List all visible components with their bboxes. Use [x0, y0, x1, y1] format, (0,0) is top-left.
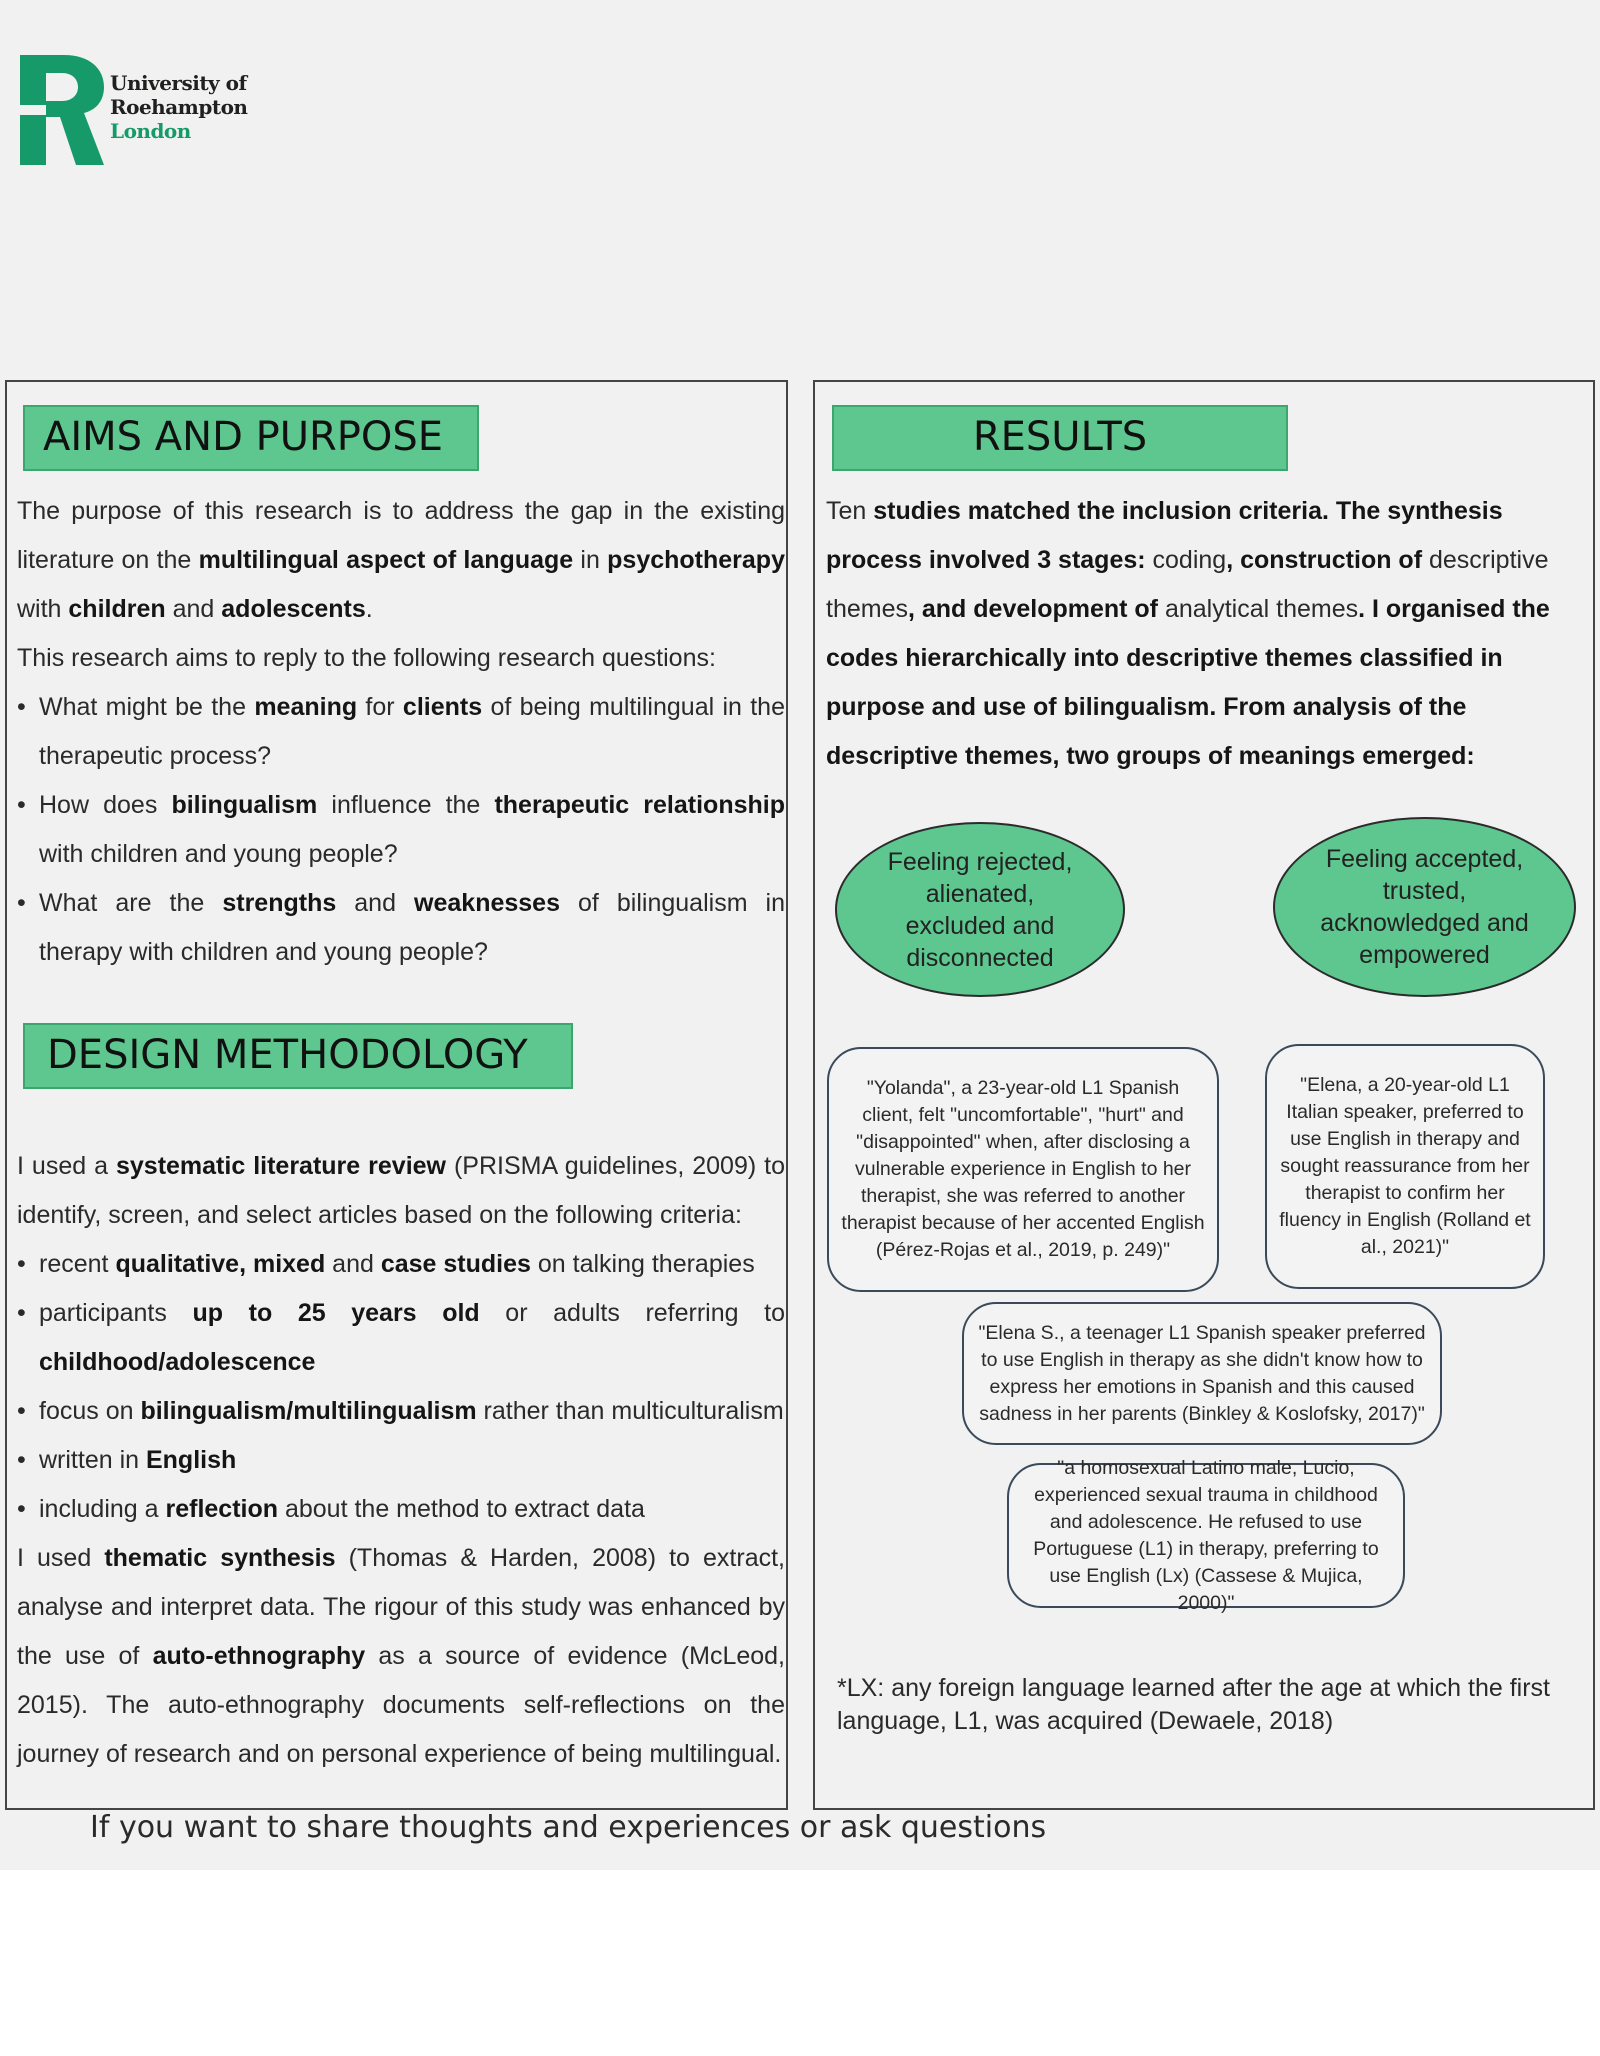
theme-negative-ellipse	[835, 822, 1125, 997]
emphasis: bilingualism	[171, 791, 318, 819]
quote-elena-s-text: "Elena S., a teenager L1 Spanish speaker preferred to use English in therapy as she didn't know how to express her emotions in Spanish and this caused sadness in her parents (Binkley & Koslofsky, 2017)"	[978, 1321, 1426, 1425]
emphasis: qualitative, mixed	[115, 1250, 326, 1278]
results-paragraph: Ten studies matched the inclusion criteria. The synthesis process involved 3 stages: coding, construction of descriptive themes, and development of analytical themes. I organised the codes hierarchically into descriptive themes classified in purpose and use of bilingualism. From analysis of the descriptive themes, two groups of meanings emerged:	[826, 497, 1550, 770]
emphasis: therapeutic relationship	[494, 791, 785, 819]
research-question-3: • What are the strengths and weaknesses of bilingualism in therapy with children and young people?	[17, 879, 785, 977]
right-panel	[813, 380, 1595, 1810]
emphasis: . I organised the codes hierarchically into descriptive themes classified in purpose and use of bilingualism. From analysis of the descriptive themes, two groups of meanings emerged:	[826, 595, 1550, 770]
emphasis: strengths	[222, 889, 337, 917]
emphasis: systematic literature review	[115, 1152, 446, 1180]
emphasis: case studies	[380, 1250, 531, 1278]
university-logo	[20, 55, 260, 170]
theme-positive-ellipse	[1273, 817, 1576, 997]
criterion-4: • written in English	[17, 1436, 785, 1485]
quote-elena-s	[962, 1302, 1442, 1445]
emphasis: up to 25 years old	[192, 1299, 480, 1327]
quote-yolanda	[827, 1047, 1219, 1292]
aims-heading: AIMS AND PURPOSE	[23, 405, 479, 471]
lx-footnote: *LX: any foreign language learned after the age at which the first language, L1, was acquired (Dewaele, 2018)	[837, 1674, 1550, 1735]
quote-elena	[1265, 1044, 1545, 1289]
aims-body	[17, 487, 785, 977]
share-invitation: If you want to share thoughts and experiences or ask questions	[90, 1810, 1047, 1845]
emphasis: adolescents	[221, 595, 366, 623]
results-heading: RESULTS	[832, 405, 1288, 471]
emphasis: thematic synthesis	[104, 1544, 336, 1572]
criterion-1: • recent qualitative, mixed and case studies on talking therapies	[17, 1240, 785, 1289]
emphasis: reflection	[165, 1495, 279, 1523]
design-paragraph-1: I used a systematic literature review (PRISMA guidelines, 2009) to identify, screen, and select articles based on the following criteria:	[17, 1152, 785, 1229]
emphasis: , construction of	[1226, 546, 1429, 574]
emphasis: childhood/adolescence	[39, 1348, 316, 1376]
design-heading: DESIGN METHODOLOGY	[23, 1023, 573, 1089]
logo-line-3: London	[110, 119, 191, 143]
criterion-2: • participants up to 25 years old or adults referring to childhood/adolescence	[17, 1289, 785, 1387]
research-question-1: • What might be the meaning for clients of being multilingual in the therapeutic process?	[17, 683, 785, 781]
quote-elena-text: "Elena, a 20-year-old L1 Italian speaker, preferred to use English in therapy and sought reassurance from her therapist to confirm her fluency in English (Rolland et al., 2021)"	[1279, 1074, 1531, 1258]
emphasis: meaning	[254, 693, 358, 721]
design-body	[17, 1142, 785, 1779]
emphasis: auto-ethnography	[152, 1642, 366, 1670]
emphasis: studies matched the inclusion criteria. The synthesis process involved 3 stages:	[826, 497, 1503, 574]
research-question-2: • How does bilingualism influence the therapeutic relationship with children and young people?	[17, 781, 785, 879]
criterion-5: • including a reflection about the method to extract data	[17, 1485, 785, 1534]
quote-lucio-text: "a homosexual Latino male, Lucio, experienced sexual trauma in childhood and adolescence. He refused to use Portuguese (L1) in therapy, preferring to use English (Lx) (Cassese & Mujica, 2000)"	[1033, 1456, 1379, 1614]
roehampton-r-icon	[20, 55, 106, 165]
left-panel	[5, 380, 788, 1810]
quote-yolanda-text: "Yolanda", a 23-year-old L1 Spanish client, felt "uncomfortable", "hurt" and "disappointed" when, after disclosing a vulnerable experience in English to her therapist, she was referred to another therapist because of her accented English (Pérez-Rojas et al., 2019, p. 249)"	[841, 1077, 1205, 1261]
emphasis: children	[68, 595, 166, 623]
emphasis: weaknesses	[414, 889, 560, 917]
aims-paragraph-2: This research aims to reply to the following research questions:	[17, 644, 716, 672]
logo-wordmark	[110, 71, 247, 143]
quote-lucio	[1007, 1456, 1405, 1614]
emphasis: psychotherapy	[607, 546, 785, 574]
logo-line-2: Roehampton	[110, 95, 248, 119]
emphasis: multilingual aspect of language	[198, 546, 574, 574]
emphasis: , and development of	[907, 595, 1165, 623]
theme-negative-text: Feeling rejected, alienated, excluded and disconnected	[887, 847, 1073, 972]
theme-positive-text: Feeling accepted, trusted, acknowledged and empowered	[1320, 845, 1529, 969]
design-paragraph-2: I used thematic synthesis (Thomas & Harden, 2008) to extract, analyse and interpret data. The rigour of this study was enhanced by the use of auto-ethnography as a source of evidence (McLeod, 2015). The auto-ethnography documents self-reflections on the journey of research and on personal experience of being multilingual.	[17, 1544, 786, 1768]
emphasis: English	[145, 1446, 237, 1474]
criterion-3: • focus on bilingualism/multilingualism rather than multiculturalism	[17, 1387, 785, 1436]
aims-paragraph-1: The purpose of this research is to address the gap in the existing literature on the multilingual aspect of language in psychotherapy with children and adolescents.	[17, 497, 785, 623]
emphasis: clients	[402, 693, 483, 721]
emphasis: bilingualism/multilingualism	[140, 1397, 477, 1425]
logo-line-1: University of	[110, 71, 247, 95]
